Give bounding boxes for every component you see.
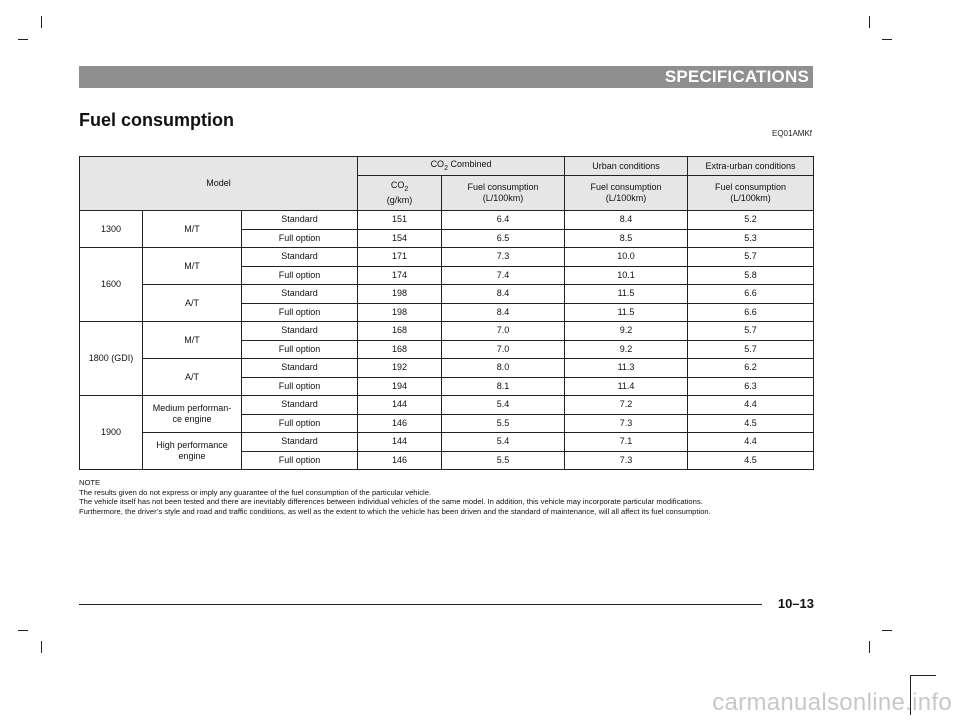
transmission-type: M/T xyxy=(143,322,242,359)
note-line: The results given do not express or imply any guarantee of the fuel consumption of the particular vehicle. xyxy=(79,487,432,497)
trim-level: Full option xyxy=(242,340,358,359)
co2-value: 194 xyxy=(358,377,442,396)
table-row xyxy=(80,433,814,452)
trim-level: Full option xyxy=(242,229,358,248)
urban-fuel-value: 11.5 xyxy=(565,285,688,304)
crop-mark xyxy=(41,16,42,28)
engine-type: Medium performan- ce engine xyxy=(143,396,242,433)
fuel-extra-urban-subheader: Fuel consumption (L/100km) xyxy=(688,176,814,211)
extra-urban-fuel-value: 4.5 xyxy=(688,414,814,433)
model-name: 1600 xyxy=(80,248,143,322)
engine-type: High performance engine xyxy=(143,433,242,470)
trim-level: Standard xyxy=(242,211,358,230)
combined-fuel-value: 7.3 xyxy=(442,248,565,267)
combined-fuel-value: 6.4 xyxy=(442,211,565,230)
urban-fuel-value: 8.5 xyxy=(565,229,688,248)
co2-value: 168 xyxy=(358,322,442,341)
table-row xyxy=(80,322,814,341)
trim-level: Full option xyxy=(242,414,358,433)
corner-mark xyxy=(910,675,936,676)
urban-fuel-value: 9.2 xyxy=(565,340,688,359)
section-title: SPECIFICATIONS xyxy=(664,67,809,86)
trim-level: Full option xyxy=(242,303,358,322)
urban-fuel-value: 10.0 xyxy=(565,248,688,267)
note-line: Furthermore, the driver’s style and road and traffic conditions, as well as the extent to which the vehicle has been driven and the standard of maintenance, will all affect its fuel consumption. xyxy=(79,506,711,516)
combined-fuel-value: 5.4 xyxy=(442,433,565,452)
trim-level: Standard xyxy=(242,248,358,267)
transmission-type: A/T xyxy=(143,359,242,396)
urban-fuel-value: 11.3 xyxy=(565,359,688,378)
extra-urban-fuel-value: 5.8 xyxy=(688,266,814,285)
table-row xyxy=(80,285,814,304)
urban-fuel-value: 8.4 xyxy=(565,211,688,230)
co2-value: 144 xyxy=(358,433,442,452)
extra-urban-fuel-value: 6.3 xyxy=(688,377,814,396)
footer-rule xyxy=(79,604,762,605)
extra-urban-fuel-value: 5.7 xyxy=(688,322,814,341)
combined-fuel-value: 5.5 xyxy=(442,414,565,433)
co2-value: 146 xyxy=(358,414,442,433)
combined-fuel-value: 5.4 xyxy=(442,396,565,415)
model-name: 1800 (GDI) xyxy=(80,322,143,396)
urban-fuel-value: 7.3 xyxy=(565,451,688,470)
combined-fuel-value: 6.5 xyxy=(442,229,565,248)
trim-level: Standard xyxy=(242,433,358,452)
trim-level: Full option xyxy=(242,451,358,470)
document-code: EQ01AMKf xyxy=(771,129,812,138)
crop-mark xyxy=(882,39,892,40)
extra-urban-fuel-value: 6.6 xyxy=(688,303,814,322)
urban-fuel-value: 9.2 xyxy=(565,322,688,341)
model-header: Model xyxy=(80,157,358,211)
extra-urban-fuel-value: 5.7 xyxy=(688,248,814,267)
extra-urban-fuel-value: 4.5 xyxy=(688,451,814,470)
note-line: The vehicle itself has not been tested and there are inevitably differences between individual vehicles of the same model. In addition, this vehicle may incorporate particular modifications. xyxy=(79,497,703,506)
note-heading: NOTE xyxy=(79,478,101,487)
crop-mark xyxy=(18,39,28,40)
watermark: carmanualsonline.info xyxy=(712,689,952,716)
extra-urban-fuel-value: 4.4 xyxy=(688,396,814,415)
combined-fuel-value: 7.0 xyxy=(442,340,565,359)
fuel-consumption-table xyxy=(79,156,814,470)
table-row xyxy=(80,211,814,230)
crop-mark xyxy=(882,630,892,631)
transmission-type: M/T xyxy=(143,211,242,248)
co2-value: 151 xyxy=(358,211,442,230)
co2-combined-header: $CO_2$ Combined xyxy=(358,157,565,176)
crop-mark xyxy=(41,641,42,653)
co2-value: 174 xyxy=(358,266,442,285)
co2-value: 171 xyxy=(358,248,442,267)
co2-value: 198 xyxy=(358,285,442,304)
crop-mark xyxy=(18,630,28,631)
crop-mark xyxy=(869,16,870,28)
table-row xyxy=(80,248,814,267)
co2-value: 168 xyxy=(358,340,442,359)
extra-urban-fuel-value: 5.2 xyxy=(688,211,814,230)
urban-fuel-value: 10.1 xyxy=(565,266,688,285)
extra-urban-fuel-value: 5.7 xyxy=(688,340,814,359)
trim-level: Standard xyxy=(242,396,358,415)
crop-mark xyxy=(869,641,870,653)
page-title: Fuel consumption xyxy=(79,110,234,130)
urban-fuel-value: 7.2 xyxy=(565,396,688,415)
combined-fuel-value: 8.0 xyxy=(442,359,565,378)
co2-subheader: $CO_2$ (g/km) xyxy=(358,176,442,211)
extra-urban-conditions-header: Extra-urban conditions xyxy=(688,157,814,176)
co2-value: 144 xyxy=(358,396,442,415)
trim-level: Standard xyxy=(242,359,358,378)
note-section xyxy=(79,478,814,516)
fuel-urban-subheader: Fuel consumption (L/100km) xyxy=(565,176,688,211)
extra-urban-fuel-value: 5.3 xyxy=(688,229,814,248)
trim-level: Full option xyxy=(242,377,358,396)
transmission-type: A/T xyxy=(143,285,242,322)
extra-urban-fuel-value: 6.2 xyxy=(688,359,814,378)
transmission-type: M/T xyxy=(143,248,242,285)
trim-level: Standard xyxy=(242,285,358,304)
trim-level: Full option xyxy=(242,266,358,285)
combined-fuel-value: 8.1 xyxy=(442,377,565,396)
table-row xyxy=(80,396,814,415)
fuel-combined-subheader: Fuel consumption (L/100km) xyxy=(442,176,565,211)
co2-value: 198 xyxy=(358,303,442,322)
urban-fuel-value: 11.5 xyxy=(565,303,688,322)
model-name: 1900 xyxy=(80,396,143,470)
trim-level: Standard xyxy=(242,322,358,341)
extra-urban-fuel-value: 6.6 xyxy=(688,285,814,304)
combined-fuel-value: 7.4 xyxy=(442,266,565,285)
combined-fuel-value: 5.5 xyxy=(442,451,565,470)
co2-value: 154 xyxy=(358,229,442,248)
combined-fuel-value: 8.4 xyxy=(442,303,565,322)
combined-fuel-value: 7.0 xyxy=(442,322,565,341)
section-header-band xyxy=(79,66,813,88)
extra-urban-fuel-value: 4.4 xyxy=(688,433,814,452)
co2-value: 146 xyxy=(358,451,442,470)
urban-fuel-value: 7.3 xyxy=(565,414,688,433)
page-number: 10–13 xyxy=(777,596,814,611)
model-name: 1300 xyxy=(80,211,143,248)
urban-conditions-header: Urban conditions xyxy=(565,157,688,176)
co2-value: 192 xyxy=(358,359,442,378)
combined-fuel-value: 8.4 xyxy=(442,285,565,304)
urban-fuel-value: 7.1 xyxy=(565,433,688,452)
urban-fuel-value: 11.4 xyxy=(565,377,688,396)
table-row xyxy=(80,359,814,378)
